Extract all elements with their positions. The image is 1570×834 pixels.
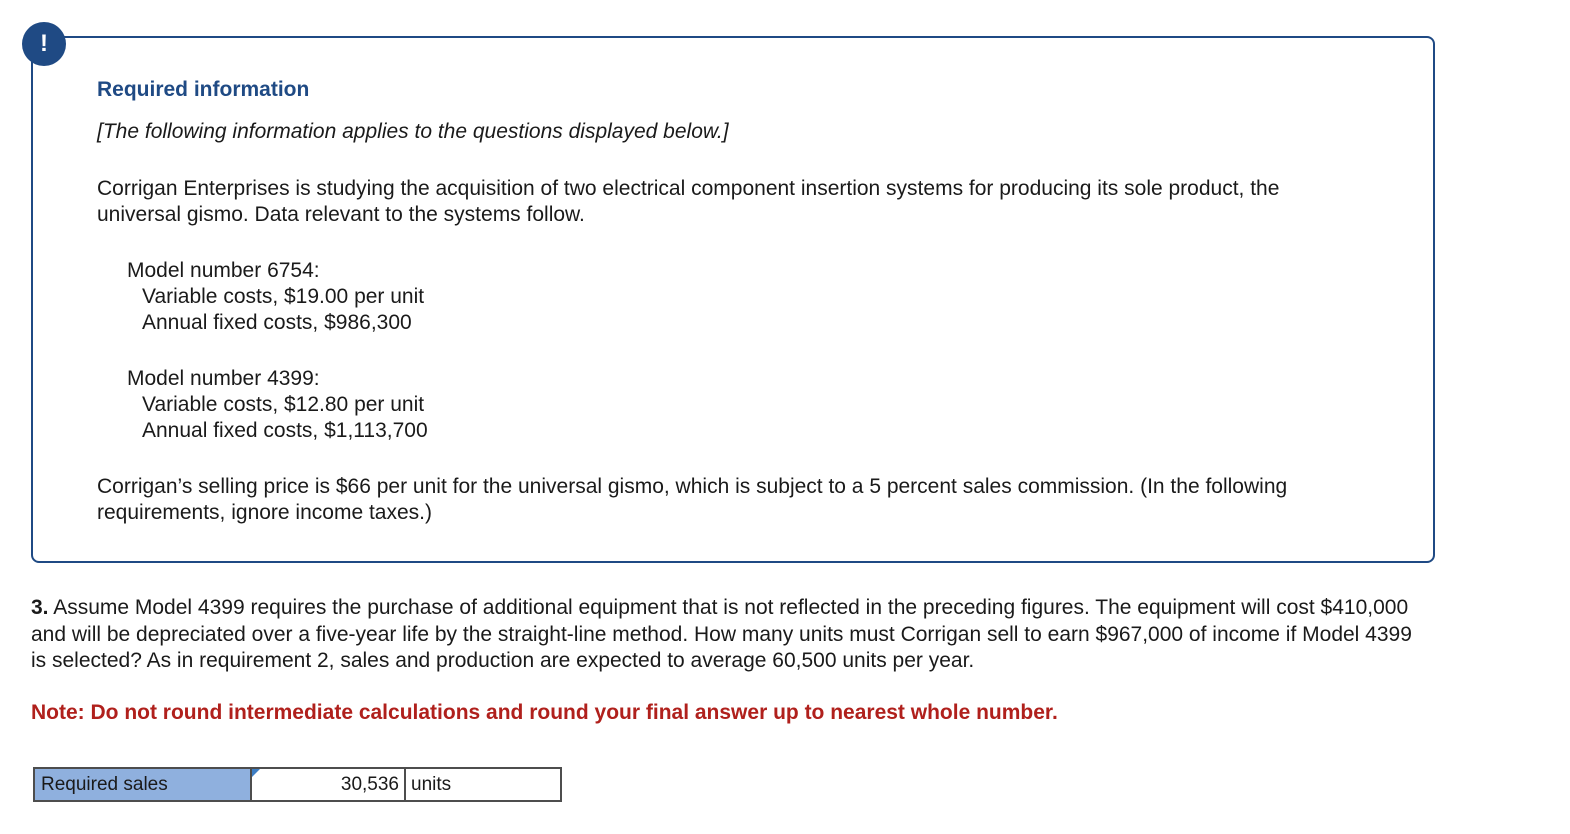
required-sales-label: Required sales <box>35 769 252 800</box>
question-text <box>31 595 1431 675</box>
rounding-note: Note: Do not round intermediate calculations and round your final answer up to nearest whole number. <box>31 701 1058 724</box>
model-fixed-costs: Annual fixed costs, $1,113,700 <box>142 419 428 442</box>
input-flag-icon <box>252 769 260 777</box>
answer-row <box>33 767 562 802</box>
question-body: Assume Model 4399 requires the purchase of additional equipment that is not reflected in the preceding figures. The equipment will cost $410,000 and will be depreciated over a five-year life by the straight-line method. How many units must Corrigan sell to earn $967,000 of income if Model 4399 is selected? As in requirement 2, sales and production are expected to average 60,500 units per year. <box>31 596 1412 672</box>
model-4399-block <box>127 366 428 444</box>
question-number: 3. <box>31 596 49 619</box>
required-sales-input[interactable] <box>252 769 406 800</box>
model-variable-costs: Variable costs, $12.80 per unit <box>142 393 425 416</box>
model-heading: Model number 4399: <box>127 367 320 390</box>
info-subtitle: [The following information applies to the questions displayed below.] <box>97 120 729 143</box>
model-fixed-costs: Annual fixed costs, $986,300 <box>142 311 412 334</box>
selling-price-paragraph: Corrigan’s selling price is $66 per unit for the universal gismo, which is subject to a 5 percent sales commission. (In the following requirements, ignore income taxes.) <box>97 475 1288 524</box>
intro-paragraph: Corrigan Enterprises is studying the acquisition of two electrical component insertion systems for producing its sole product, the universal gismo. Data relevant to the systems follow. <box>97 177 1280 226</box>
required-information-panel <box>31 36 1435 563</box>
model-6754-block <box>127 258 424 336</box>
required-sales-value: 30,536 <box>340 774 399 795</box>
info-title: Required information <box>97 78 310 101</box>
units-label: units <box>411 774 452 795</box>
alert-icon: ! <box>22 22 66 66</box>
model-heading: Model number 6754: <box>127 259 320 282</box>
model-variable-costs: Variable costs, $19.00 per unit <box>142 285 425 308</box>
